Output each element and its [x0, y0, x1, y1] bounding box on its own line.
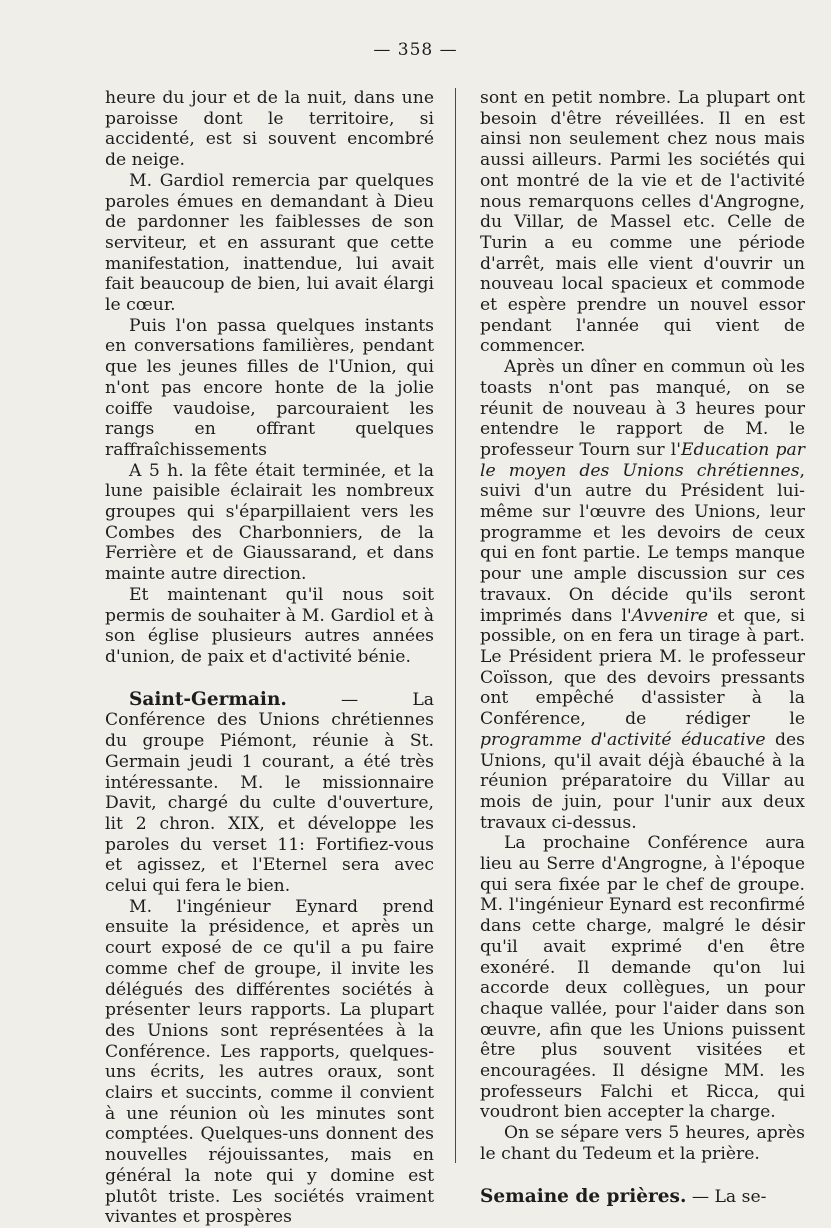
saint-germain-intro: — La Conférence des Unions chrétiennes du groupe Piémont, réunie à St. Germain jeudi 1 courant, a été très intéressante. M. le missionnaire Davit, chargé du culte d'ouverture, lit 2 chron. XIX, et développe les paroles du verset 11: Fortifiez-vous et agissez, et l'Eternel sera avec celui qui fera le bien.: [105, 689, 434, 897]
left-column: [105, 88, 434, 1228]
page-number: — 358 —: [373, 40, 458, 60]
section-title-saint-germain: Saint-Germain.: [129, 688, 287, 710]
text-run: Après un dîner en commun où les toasts n'ont pas manqué, on se réunit de nouveau à 3 heures pour entendre le rapport de M. le professeur Tourn sur l': [480, 357, 805, 460]
section-title-semaine: Semaine de prières.: [480, 1185, 687, 1207]
paragraph: M. l'ingénieur Eynard prend ensuite la présidence, et après un court exposé de ce qu'il a pu faire comme chef de groupe, il invite les délégués des différentes sociétés à présenter leurs rapports. La plupart des Unions sont représentées à la Conférence. Les rapports, quelques-uns écrits, les autres oraux, sont clairs et succints, comme il convient à une réunion où les minutes sont comptées. Quelques-uns donnent des nouvelles réjouissantes, mais en général la note qui y domine est plutôt triste. Les sociétés vraiment vivantes et prospères: [105, 896, 434, 1228]
paragraph: On se sépare vers 5 heures, après le chant du Tedeum et la prière.: [480, 1123, 805, 1164]
paragraph: Puis l'on passa quelques instants en conversations familières, pendant que les jeunes filles de l'Union, qui n'ont pas encore honte de la jolie coiffe vaudoise, parcouraient les rangs en offrant quelques raffraîchissements: [105, 315, 434, 460]
text-run: , suivi d'un autre du Président lui-même sur l'œuvre des Unions, leur programme et les devoirs de ceux qui en font partie. Le temps manque pour une ample discussion sur ces travaux. On décide qu'ils seront imprimés dans l': [480, 460, 805, 626]
saint-germain-paragraph: [105, 690, 434, 897]
paragraph: Et maintenant qu'il nous soit permis de souhaiter à M. Gardiol et à son église plusieurs autres années d'union, de paix et d'activité bénie.: [105, 584, 434, 667]
semaine-paragraph: [480, 1187, 805, 1208]
italic-title: Education par le moyen des Unions chrétiennes: [480, 439, 805, 481]
text-run: des Unions, qu'il avait déjà ébauché à la réunion préparatoire du Villar au mois de juin, pour l'unir aux deux travaux ci-dessus.: [480, 729, 805, 833]
paragraph: M. Gardiol remercia par quelques paroles émues en demandant à Dieu de pardonner les faiblesses de son serviteur, et en assurant que cette manifestation, inattendue, lui avait fait beaucoup de bien, lui avait élargi le cœur.: [105, 170, 434, 316]
text-run: et que, si possible, on en fera un tirage à part. Le Président priera M. le professeur Coïsson, que des devoirs pressants ont empêché d'assister à la Conférence, de rédiger le: [480, 605, 805, 730]
paragraph: heure du jour et de la nuit, dans une paroisse dont le territoire, si accidenté, est si souvent encombré de neige.: [105, 88, 434, 171]
paragraph: [480, 357, 805, 833]
right-column: [480, 88, 805, 1207]
paragraph: A 5 h. la fête était terminée, et la lune paisible éclairait les nombreux groupes qui s'éparpillaient vers les Combes des Charbonniers, de la Ferrière et de Giaussarand, et dans mainte autre direction.: [105, 460, 434, 585]
semaine-intro: — La se-: [686, 1186, 767, 1207]
paragraph: sont en petit nombre. La plupart ont besoin d'être réveillées. Il en est ainsi non seulement chez nous mais aussi ailleurs. Parmi les sociétés qui ont montré de la vie et de l'activité nous remarquons celles d'Angrogne, du Villar, de Massel etc. Celle de Turin a eu comme une période d'arrêt, mais elle vient d'ouvrir un nouveau local spacieux et commode et espère prendre un nouvel essor pendant l'année qui vient de commencer.: [480, 88, 805, 357]
italic-title: Avvenire: [631, 605, 709, 626]
italic-title: programme d'activité éducative: [480, 729, 766, 750]
paragraph: La prochaine Conférence aura lieu au Serre d'Angrogne, à l'époque qui sera fixée par le chef de groupe. M. l'ingénieur Eynard est reconfirmé dans cette charge, malgré le désir qu'il avait exprimé d'en être exonéré. Il demande qu'on lui accorde deux collègues, un pour chaque vallée, pour l'aider dans son œuvre, afin que les Unions puissent être plus souvent visitées et encouragées. Il désigne MM. les professeurs Falchi et Ricca, qui voudront bien accepter la charge.: [480, 833, 805, 1123]
column-divider: [455, 88, 456, 1163]
